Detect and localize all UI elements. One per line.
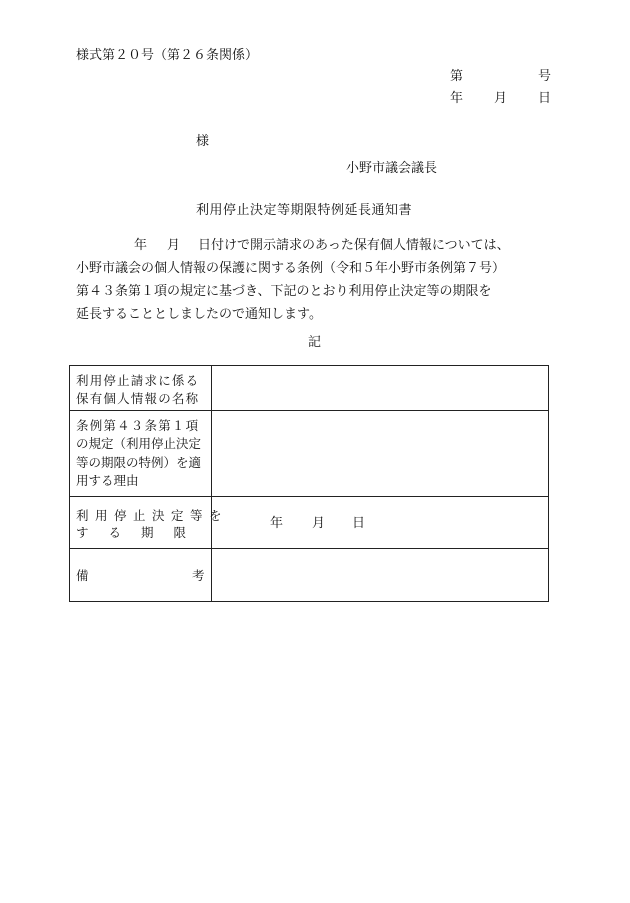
information-name-field[interactable] xyxy=(212,366,548,410)
table-label-cell xyxy=(70,497,229,548)
table-row-information-name xyxy=(70,366,548,411)
body-line-4: 延長することとしましたので通知します。 xyxy=(76,307,322,322)
reason-field[interactable] xyxy=(212,411,548,496)
row3-label-line1: 利用停止決定等を xyxy=(76,508,229,523)
table-row-reason xyxy=(70,411,548,497)
row2-label-line3: 等の期限の特例）を適 xyxy=(76,455,202,470)
remarks-field[interactable] xyxy=(212,549,548,601)
row1-label-line2: 保有個人情報の名称 xyxy=(76,391,200,406)
number-suffix: 号 xyxy=(538,69,552,84)
body-line-2: 小野市議会の個人情報の保護に関する条例（令和５年小野市条例第７号） xyxy=(76,261,506,276)
body-month: 月 xyxy=(167,238,181,253)
deadline-year: 年 xyxy=(270,516,284,531)
deadline-field[interactable] xyxy=(212,497,548,548)
sender-title: 小野市議会議長 xyxy=(346,161,438,176)
ki-heading: 記 xyxy=(308,335,322,350)
row1-label-line1: 利用停止請求に係る xyxy=(76,373,200,388)
table-row-remarks xyxy=(70,549,548,601)
deadline-day: 日 xyxy=(352,516,366,531)
document-date xyxy=(450,92,552,106)
deadline-month: 月 xyxy=(312,516,326,531)
table-label-cell xyxy=(70,366,212,410)
date-day: 日 xyxy=(538,91,552,106)
body-line-1-text: 日付けで開示請求のあった保有個人情報については、 xyxy=(198,238,510,253)
row2-label-line4: 用する理由 xyxy=(76,473,139,488)
number-prefix: 第 xyxy=(450,69,464,84)
row3-label-line2: する期限 xyxy=(76,525,207,540)
table-label-cell xyxy=(70,411,212,496)
table-label-cell xyxy=(70,549,212,601)
body-line-3: 第４３条第１項の規定に基づき、下記のとおり利用停止決定等の期限を xyxy=(76,284,492,299)
row2-label-line1: 条例第４３条第１項 xyxy=(76,418,200,433)
document-title: 利用停止決定等期限特例延長通知書 xyxy=(196,203,413,218)
body-line-1 xyxy=(76,239,552,252)
date-month: 月 xyxy=(494,91,508,106)
detail-table xyxy=(69,365,549,602)
document-number xyxy=(450,70,552,84)
row4-label-right: 考 xyxy=(192,568,205,583)
table-row-deadline xyxy=(70,497,548,549)
body-year: 年 xyxy=(134,238,148,253)
row2-label-line2: の規定（利用停止決定 xyxy=(76,436,202,451)
row4-label-left: 備 xyxy=(76,568,89,583)
form-number: 様式第２０号（第２６条関係） xyxy=(76,48,259,63)
recipient-honorific: 様 xyxy=(196,134,210,149)
date-year: 年 xyxy=(450,91,464,106)
